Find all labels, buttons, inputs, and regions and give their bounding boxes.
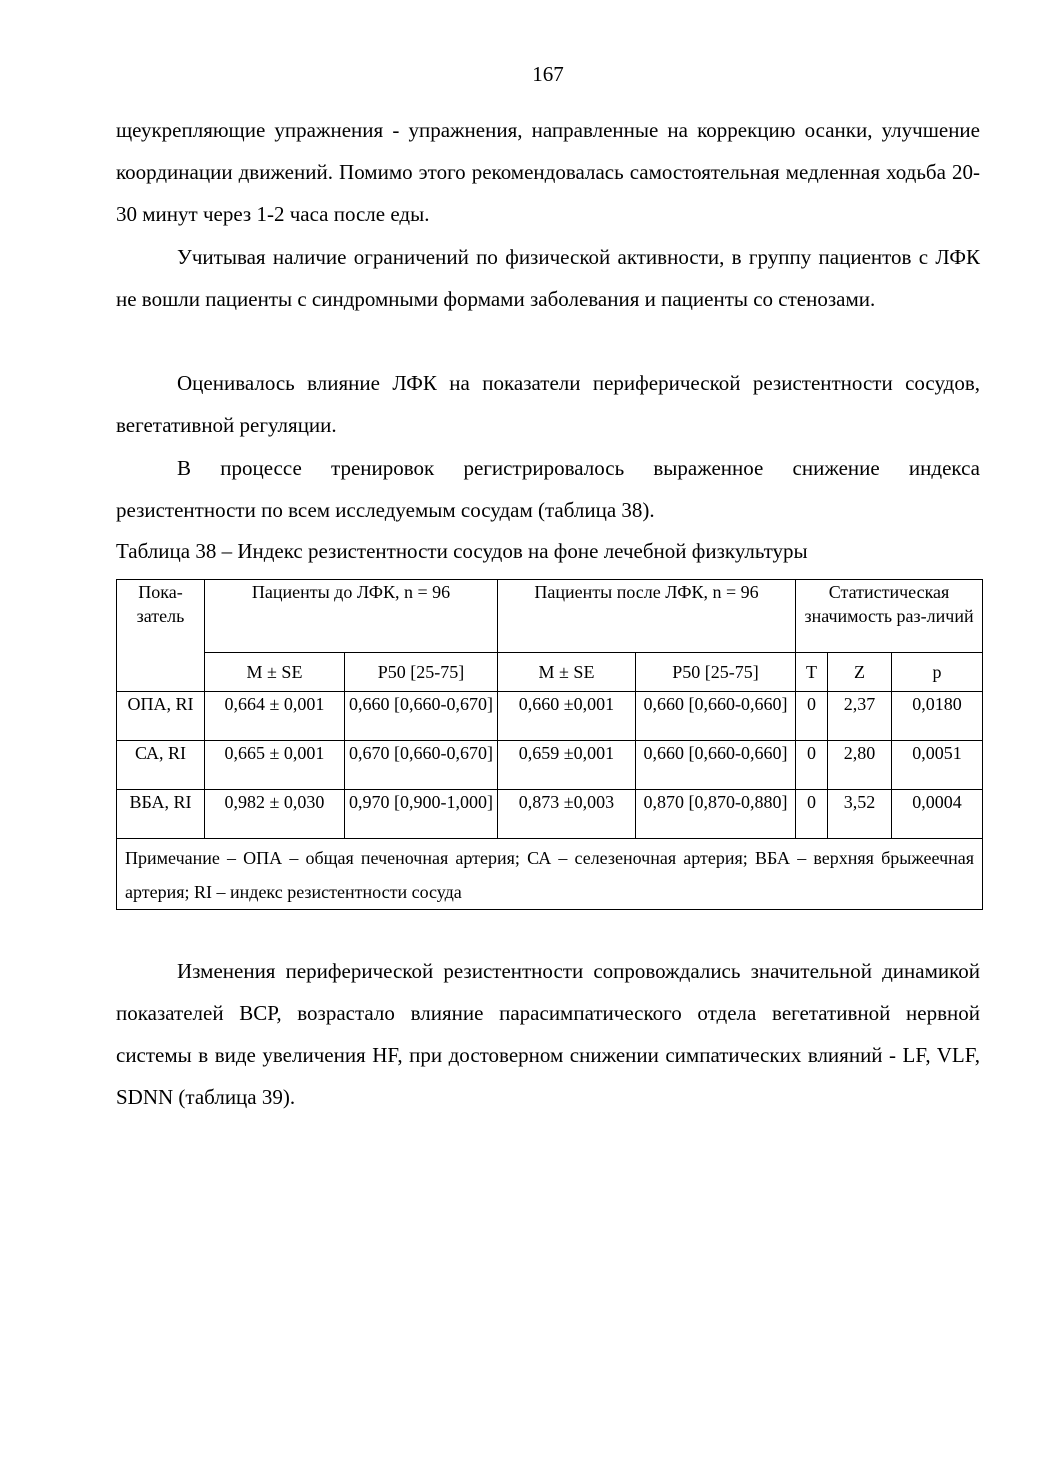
- header-before-lfk: Пациенты до ЛФК, n = 96: [205, 580, 498, 653]
- subheader-mean-before: M ± SE: [205, 653, 345, 692]
- cell-mean-before: 0,982 ± 0,030: [205, 790, 345, 839]
- cell-z: 3,52: [828, 790, 892, 839]
- cell-p: 0,0004: [892, 790, 983, 839]
- cell-t: 0: [796, 741, 828, 790]
- cell-indicator: ВБА, RI: [117, 790, 205, 839]
- table-note-row: [117, 839, 983, 910]
- cell-median-before: 0,660 [0,660-0,670]: [345, 692, 498, 741]
- subheader-median-before: P50 [25-75]: [345, 653, 498, 692]
- cell-indicator: СА, RI: [117, 741, 205, 790]
- resistance-index-table: [116, 579, 983, 910]
- table-caption: Таблица 38 – Индекс резистентности сосудов на фоне лечебной физкультуры: [116, 539, 808, 563]
- cell-p: 0,0180: [892, 692, 983, 741]
- cell-median-before: 0,670 [0,660-0,670]: [345, 741, 498, 790]
- table-row: [117, 790, 983, 839]
- cell-indicator: ОПА, RI: [117, 692, 205, 741]
- table-row: [117, 692, 983, 741]
- paragraph-4: В процессе тренировок регистрировалось выраженное снижение индекса резистентности по всем исследуемым сосудам (таблица 38).: [116, 456, 980, 522]
- cell-mean-before: 0,664 ± 0,001: [205, 692, 345, 741]
- paragraph-2: Учитывая наличие ограничений по физической активности, в группу пациентов с ЛФК не вошли пациенты с синдромными формами заболевания и пациенты со стенозами.: [116, 245, 980, 311]
- cell-z: 2,37: [828, 692, 892, 741]
- closing-paragraph: Изменения периферической резистентности сопровождались значительной динамикой показателей ВСР, возрастало влияние парасимпатического отдела вегетативной нервной системы в виде увеличения HF, при достоверном снижении симпатических влияний - LF, VLF, SDNN (таблица 39).: [116, 959, 980, 1109]
- cell-t: 0: [796, 692, 828, 741]
- cell-t: 0: [796, 790, 828, 839]
- cell-median-after: 0,870 [0,870-0,880]: [636, 790, 796, 839]
- cell-median-before: 0,970 [0,900-1,000]: [345, 790, 498, 839]
- paragraph-1: щеукрепляющие упражнения - упражнения, направленные на коррекцию осанки, улучшение координации движений. Помимо этого рекомендовалась самостоятельная медленная ходьба 20-30 минут через 1-2 часа после еды.: [116, 118, 980, 226]
- subheader-t: T: [796, 653, 828, 692]
- cell-p: 0,0051: [892, 741, 983, 790]
- cell-mean-after: 0,659 ±0,001: [498, 741, 636, 790]
- cell-mean-before: 0,665 ± 0,001: [205, 741, 345, 790]
- cell-mean-after: 0,873 ±0,003: [498, 790, 636, 839]
- cell-z: 2,80: [828, 741, 892, 790]
- paragraph-3: Оценивалось влияние ЛФК на показатели периферической резистентности сосудов, вегетативной регуляции.: [116, 371, 980, 437]
- cell-mean-after: 0,660 ±0,001: [498, 692, 636, 741]
- page-number: 167: [532, 62, 564, 86]
- table-row: [117, 741, 983, 790]
- subheader-median-after: P50 [25-75]: [636, 653, 796, 692]
- header-after-lfk: Пациенты после ЛФК, n = 96: [498, 580, 796, 653]
- subheader-mean-after: M ± SE: [498, 653, 636, 692]
- header-indicator: Пока-затель: [117, 580, 205, 692]
- cell-median-after: 0,660 [0,660-0,660]: [636, 741, 796, 790]
- subheader-p: p: [892, 653, 983, 692]
- table-note: Примечание – ОПА – общая печеночная артерия; СА – селезеночная артерия; ВБА – верхняя брыжеечная артерия; RI – индекс резистентности сосуда: [117, 839, 983, 910]
- subheader-z: Z: [828, 653, 892, 692]
- cell-median-after: 0,660 [0,660-0,660]: [636, 692, 796, 741]
- header-significance: Статистическая значимость раз-личий: [796, 580, 983, 653]
